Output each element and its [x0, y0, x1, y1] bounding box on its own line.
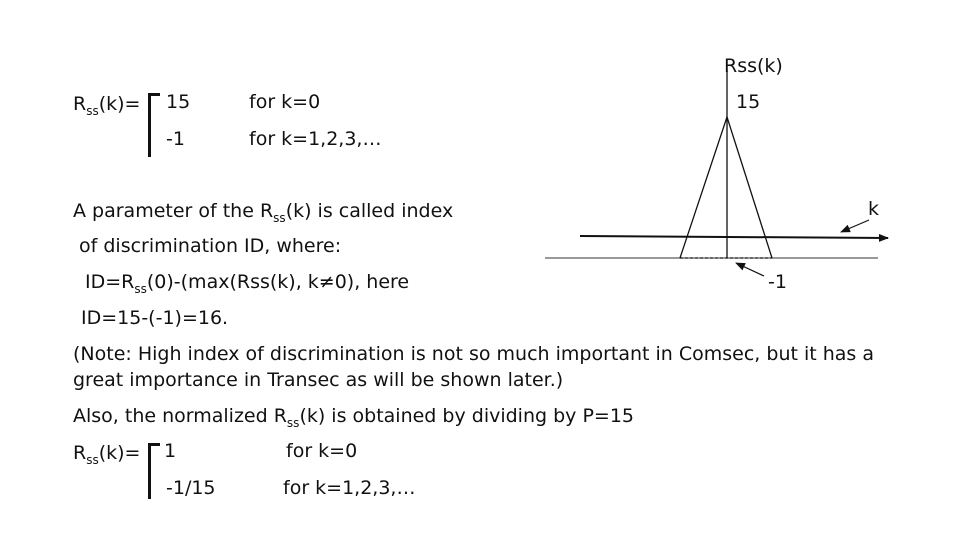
def1-case2-condition: for k=1,2,3,…	[249, 128, 382, 150]
floor-label: -1	[768, 271, 787, 293]
y-axis-label: Rss(k)	[724, 55, 783, 77]
para-line3: $ID=R_{ss}(0)-(\max(Rss(k)$, k≠0), here	[85, 271, 410, 296]
def1-case1-value: 15	[166, 91, 191, 113]
x-axis	[580, 236, 888, 238]
def2-case2-condition: for k=1,2,3,…	[283, 477, 416, 499]
def1-lhs: $R_{ss}(k)=$	[73, 93, 141, 118]
normalized-line: Also, the normalized $R_{ss}(k)$ is obtained by dividing by P=15	[73, 405, 634, 430]
minus-one-pointer-arrow	[736, 263, 764, 276]
para-line2: of discrimination ID, where:	[79, 235, 342, 257]
note-line2: great importance in Transec as will be shown later.)	[73, 369, 564, 391]
def2-case2-value: -1/15	[166, 477, 216, 499]
def1-case2-value: -1	[166, 128, 185, 150]
para-line4: ID=15-(-1)=16.	[81, 307, 229, 329]
k-pointer-arrow	[841, 220, 869, 232]
def2-case1-condition: for k=0	[286, 440, 358, 462]
x-axis-label: k	[868, 198, 880, 220]
peak-label: 15	[736, 91, 761, 113]
para-line1: A parameter of the $R_{ss}(k)$ is called index	[73, 200, 454, 225]
def1-case1-condition: for k=0	[249, 91, 321, 113]
note-line1: (Note: High index of discrimination is not so much important in Comsec, but it has a	[73, 343, 875, 365]
def2-lhs: $R_{ss}(k)=$	[73, 442, 141, 467]
def2-case1-value: 1	[164, 440, 177, 462]
